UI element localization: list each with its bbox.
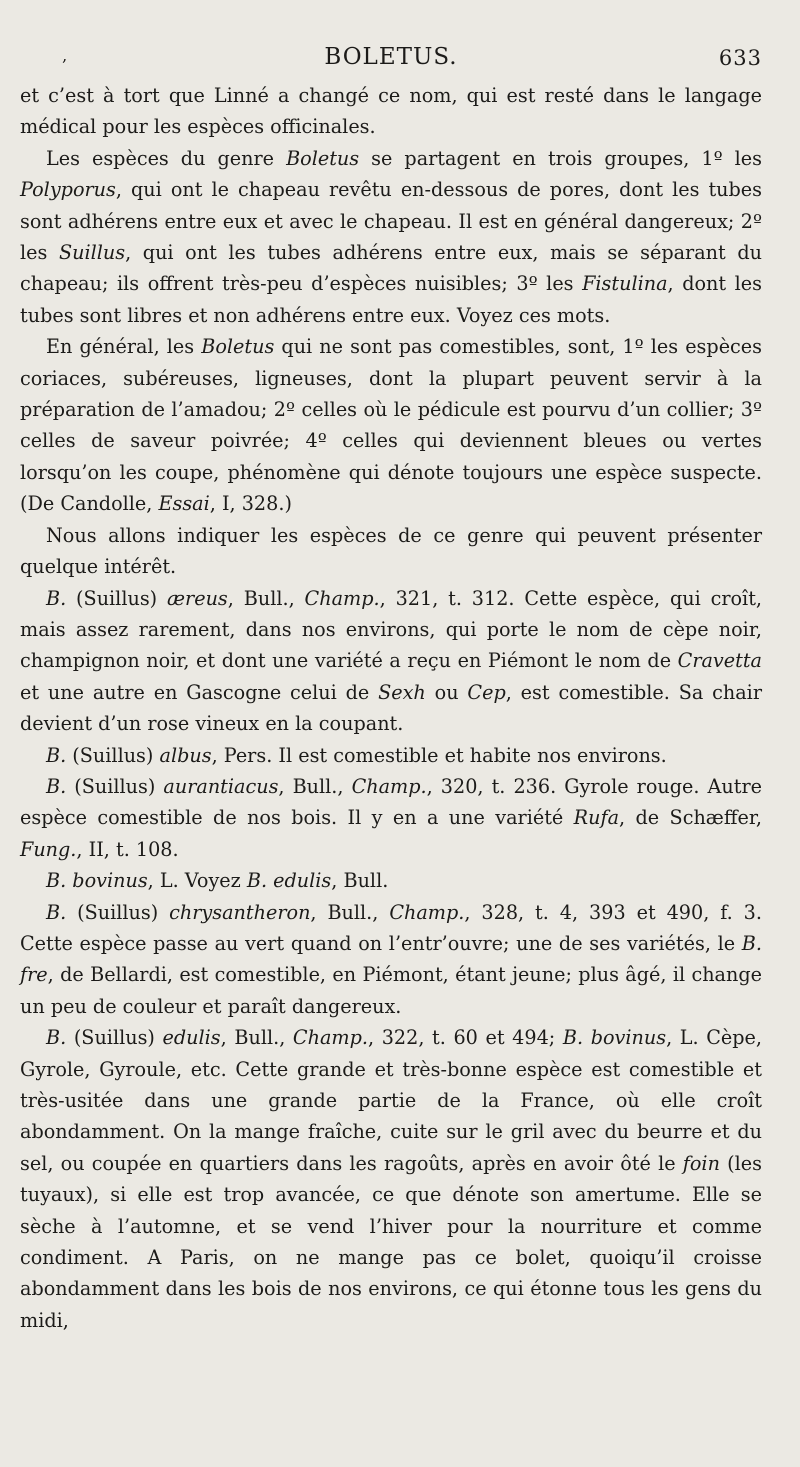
text-run: , L. Cèpe, Gyrole, Gyroule, etc. Cette grande et très-bonne espèce est comestible et très-usitée dans une grande partie de la France, où elle croît abondamment. On la mange fraîche, cuite sur le gril avec du beurre et du sel, ou coupée en quartiers dans les ragoûts, après en avoir ôté le <box>20 1026 763 1175</box>
italic-text: Champ. <box>304 586 380 610</box>
text-run: ou <box>425 680 468 704</box>
text-run: (Suillus) <box>66 1026 163 1050</box>
paragraph <box>20 1022 762 1336</box>
text-run: , Pers. Il est comestible et habite nos environs. <box>211 743 667 767</box>
italic-text: edulis <box>162 1026 221 1050</box>
italic-text: B. bovinus <box>46 869 148 893</box>
paragraph <box>20 771 762 865</box>
text-run: , Bull. <box>331 869 389 893</box>
italic-text: Cep <box>467 680 506 704</box>
text-run: (les tuyaux), si elle est trop avancée, ce que dénote son amertume. Elle se sèche à l’automne, et se vend l’hiver pour la nourriture et comme condiment. A Paris, on ne mange pas ce bolet, quoiqu’il croisse abondamment dans les bois de nos environs, ce qui étonne tous les gens du midi, <box>20 1151 762 1332</box>
text-run: (Suillus) <box>66 774 164 798</box>
header-mark: ‚ <box>62 46 69 65</box>
text-run: , qui ont les tubes adhérens entre eux, mais se séparant du chapeau; ils offrent très-peu d’espèces nuisibles; 3º les <box>20 241 762 296</box>
text-run: et c’est à tort que Linné a changé ce nom, qui est resté dans le langage médical pour les espèces officinales. <box>20 84 762 139</box>
italic-text: Fung. <box>20 837 77 861</box>
paragraph <box>20 80 762 143</box>
italic-text: Fistulina <box>582 272 668 296</box>
italic-text: Champ. <box>292 1026 368 1050</box>
italic-text: æreus <box>167 586 228 610</box>
italic-text: B. <box>46 586 67 610</box>
paragraph <box>20 331 762 519</box>
text-run: (Suillus) <box>66 743 160 767</box>
text-run: , 321, t. 312. Cette espèce, qui croît, mais assez rarement, dans nos environs, qui porte le nom de cèpe noir, champignon noir, et dont une variété a reçu en Piémont le nom de <box>20 586 763 673</box>
paragraph <box>20 583 762 740</box>
text-run: , Bull., <box>220 1026 293 1050</box>
text-run: En général, les <box>46 335 202 359</box>
italic-text: Rufa <box>573 806 620 830</box>
paragraph <box>20 143 762 331</box>
text-run: , de Bellardi, est comestible, en Piémont, étant jeune; plus âgé, il change un peu de couleur et paraît dangereux. <box>20 963 762 1018</box>
text-run: qui ne sont pas comestibles, sont, 1º les espèces coriaces, subéreuses, ligneuses, dont la plupart peuvent servir à la préparation de l’amadou; 2º celles où le pédicule est pourvu d’un collier; 3º celles de saveur poivrée; 4º celles qui deviennent bleues ou vertes lorsqu’on les coupe, phénomène qui dénote toujours une espèce suspecte. (De Candolle, <box>20 335 762 516</box>
text-run: , 320, t. 236. Gyrole rouge. Autre espèce comestible de nos bois. Il y en a une variété <box>20 774 762 830</box>
text-run: , Bull., <box>227 586 305 610</box>
italic-text: B. fre <box>20 931 762 987</box>
text-run: et une autre en Gascogne celui de <box>20 680 379 704</box>
paragraph <box>20 740 762 771</box>
text-run: , 328, t. 4, 393 et 490, f. 3. Cette espèce passe au vert quand on l’entr’ouvre; une de ses variétés, le <box>20 900 762 955</box>
text-run: (Suillus) <box>66 586 168 610</box>
paragraph <box>20 897 762 1023</box>
italic-text: B. <box>46 1026 67 1050</box>
text-run: Nous allons indiquer les espèces de ce genre qui peuvent présenter quelque intérêt. <box>20 523 762 579</box>
italic-text: Champ. <box>389 900 465 924</box>
italic-text: B. <box>46 743 67 767</box>
italic-text: B. <box>46 900 67 924</box>
italic-text: Boletus <box>286 146 360 170</box>
italic-text: B. <box>46 774 67 798</box>
italic-text: Champ. <box>351 774 427 798</box>
text-run: , Bull., <box>310 900 390 924</box>
paragraph <box>20 520 762 583</box>
italic-text: aurantiacus <box>163 774 279 798</box>
italic-text: Cravetta <box>677 649 762 673</box>
text-run: , II, t. 108. <box>76 837 179 861</box>
body-text <box>20 80 762 1336</box>
page-number: 633 <box>718 46 762 70</box>
text-run: Les espèces du genre <box>46 146 287 170</box>
italic-text: B. edulis <box>246 869 332 893</box>
text-run: , Bull., <box>278 774 352 798</box>
text-run: , dont les tubes sont libres et non adhérens entre eux. Voyez ces mots. <box>20 272 763 327</box>
italic-text: Boletus <box>201 335 275 359</box>
running-header <box>20 40 762 74</box>
running-title: BOLETUS. <box>324 44 458 70</box>
italic-text: Essai <box>158 492 210 516</box>
italic-text: albus <box>159 743 212 767</box>
italic-text: Suillus <box>58 241 126 265</box>
italic-text: B. bovinus <box>562 1026 667 1050</box>
text-run: se partagent en trois groupes, 1º les <box>359 146 763 170</box>
italic-text: chrysantheron <box>169 900 311 924</box>
italic-text: Sexh <box>378 680 426 704</box>
text-run: , de Schæffer, <box>619 806 762 830</box>
text-run: , I, 328.) <box>209 492 292 516</box>
text-run: (Suillus) <box>66 900 170 924</box>
text-run: , 322, t. 60 et 494; <box>367 1026 563 1050</box>
italic-text: foin <box>682 1151 720 1175</box>
text-run: , est comestible. Sa chair devient d’un rose vineux en la coupant. <box>20 680 762 736</box>
paragraph <box>20 865 762 896</box>
italic-text: Polyporus <box>20 178 116 202</box>
text-run: , qui ont le chapeau revêtu en-dessous de pores, dont les tubes sont adhérens entre eux et avec le chapeau. Il est en général dangereux; 2º les <box>20 178 762 265</box>
text-run: , L. Voyez <box>147 869 247 893</box>
